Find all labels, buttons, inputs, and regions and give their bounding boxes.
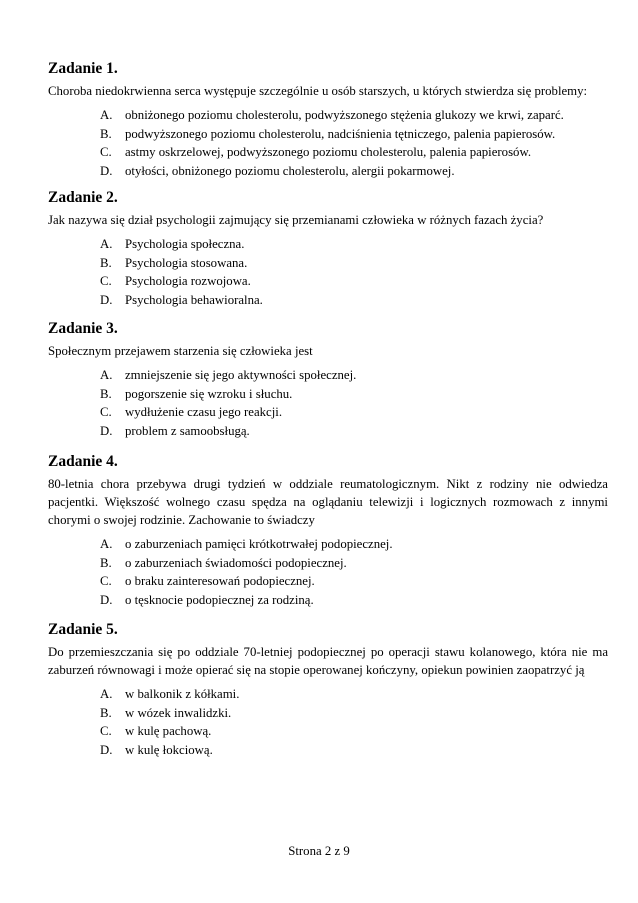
answer-option-a — [48, 366, 608, 385]
answer-option-d — [48, 591, 608, 610]
answer-options — [48, 685, 608, 759]
answer-option-b — [48, 125, 608, 144]
task-title: Zadanie 5. — [48, 621, 118, 638]
answer-options — [48, 106, 608, 180]
option-text: Psychologia rozwojowa. — [125, 274, 251, 288]
option-text: zmniejszenie się jego aktywności społecznej. — [125, 368, 357, 382]
option-text: o zaburzeniach świadomości podopiecznej. — [125, 555, 347, 570]
option-text: Psychologia behawioralna. — [125, 292, 263, 307]
option-letter: D. — [100, 163, 113, 178]
task-title: Zadanie 4. — [48, 453, 118, 470]
task-title: Zadanie 1. — [48, 60, 118, 77]
task-4 — [48, 453, 608, 609]
option-letter: D. — [100, 423, 113, 438]
answer-option-d — [48, 422, 608, 441]
answer-option-b — [48, 704, 608, 723]
answer-option-a — [48, 106, 608, 125]
option-letter: A. — [100, 368, 113, 382]
option-text: o braku zainteresowań podopiecznej. — [125, 574, 315, 588]
option-letter: B. — [100, 386, 112, 401]
option-letter: D. — [100, 592, 113, 607]
task-question: Do przemieszczania się po oddziale 70-letniej podopiecznej po operacji stawu kolanowego, która nie ma zaburzeń równowagi i może opierać się na stopie operowanej kończyny, opiekun powinien zaopatrzyć ją — [48, 645, 608, 677]
option-text: astmy oskrzelowej, podwyższonego poziomu cholesterolu, palenia papierosów. — [125, 145, 532, 159]
answer-option-c — [48, 143, 608, 162]
answer-option-b — [48, 385, 608, 404]
option-text: w kulę pachową. — [125, 724, 212, 738]
option-letter: C. — [100, 274, 112, 288]
option-text: problem z samoobsługą. — [125, 423, 250, 438]
answer-option-c — [48, 572, 608, 591]
option-text: w wózek inwalidzki. — [125, 705, 232, 720]
answer-options — [48, 235, 608, 309]
option-text: podwyższonego poziomu cholesterolu, nadciśnienia tętniczego, palenia papierosów. — [125, 126, 556, 141]
page-number: Strona 2 z 9 — [288, 844, 350, 858]
answer-option-c — [48, 272, 608, 291]
option-text: otyłości, obniżonego poziomu cholesterolu, alergii pokarmowej. — [125, 163, 455, 178]
option-text: wydłużenie czasu jego reakcji. — [125, 405, 283, 419]
task-2 — [48, 189, 608, 309]
option-letter: A. — [100, 108, 113, 122]
option-text: pogorszenie się wzroku i słuchu. — [125, 386, 293, 401]
option-letter: B. — [100, 126, 112, 141]
answer-option-c — [48, 403, 608, 422]
option-letter: C. — [100, 724, 112, 738]
answer-option-b — [48, 254, 608, 273]
answer-option-d — [48, 741, 608, 760]
task-3 — [48, 320, 608, 440]
option-letter: A. — [100, 237, 113, 251]
task-question: Choroba niedokrwienna serca występuje szczególnie u osób starszych, u których stwierdza się problemy: — [48, 84, 588, 98]
option-text: obniżonego poziomu cholesterolu, podwyższonego stężenia glukozy we krwi, zaparć. — [125, 108, 564, 122]
answer-option-d — [48, 291, 608, 310]
option-letter: C. — [100, 574, 112, 588]
answer-option-a — [48, 685, 608, 704]
task-question: Społecznym przejawem starzenia się człowieka jest — [48, 344, 313, 358]
option-letter: B. — [100, 555, 112, 570]
answer-option-d — [48, 162, 608, 181]
option-letter: A. — [100, 537, 113, 551]
option-text: Psychologia stosowana. — [125, 255, 248, 270]
answer-options — [48, 535, 608, 609]
answer-option-a — [48, 235, 608, 254]
option-letter: D. — [100, 292, 113, 307]
option-text: Psychologia społeczna. — [125, 237, 245, 251]
answer-options — [48, 366, 608, 440]
option-text: w balkonik z kółkami. — [125, 687, 240, 701]
task-question: 80-letnia chora przebywa drugi tydzień w oddziale reumatologicznym. Nikt z rodziny nie odwiedza pacjentki. Większość wolnego czasu spędza na oglądaniu telewizji i logicznych rozmowach z innymi chorymi o swojej rodzinie. Zachowanie to świadczy — [48, 477, 608, 527]
task-1 — [48, 60, 608, 180]
option-text: o zaburzeniach pamięci krótkotrwałej podopiecznej. — [125, 537, 393, 551]
answer-option-c — [48, 722, 608, 741]
option-letter: C. — [100, 405, 112, 419]
task-title: Zadanie 2. — [48, 189, 118, 206]
option-text: o tęsknocie podopiecznej za rodziną. — [125, 592, 314, 607]
answer-option-a — [48, 535, 608, 554]
task-title: Zadanie 3. — [48, 320, 118, 337]
task-question: Jak nazywa się dział psychologii zajmujący się przemianami człowieka w różnych fazach życia? — [48, 213, 544, 227]
option-letter: A. — [100, 687, 113, 701]
task-5 — [48, 621, 608, 759]
option-text: w kulę łokciową. — [125, 742, 213, 757]
answer-option-b — [48, 554, 608, 573]
option-letter: B. — [100, 255, 112, 270]
option-letter: B. — [100, 705, 112, 720]
option-letter: C. — [100, 145, 112, 159]
option-letter: D. — [100, 742, 113, 757]
